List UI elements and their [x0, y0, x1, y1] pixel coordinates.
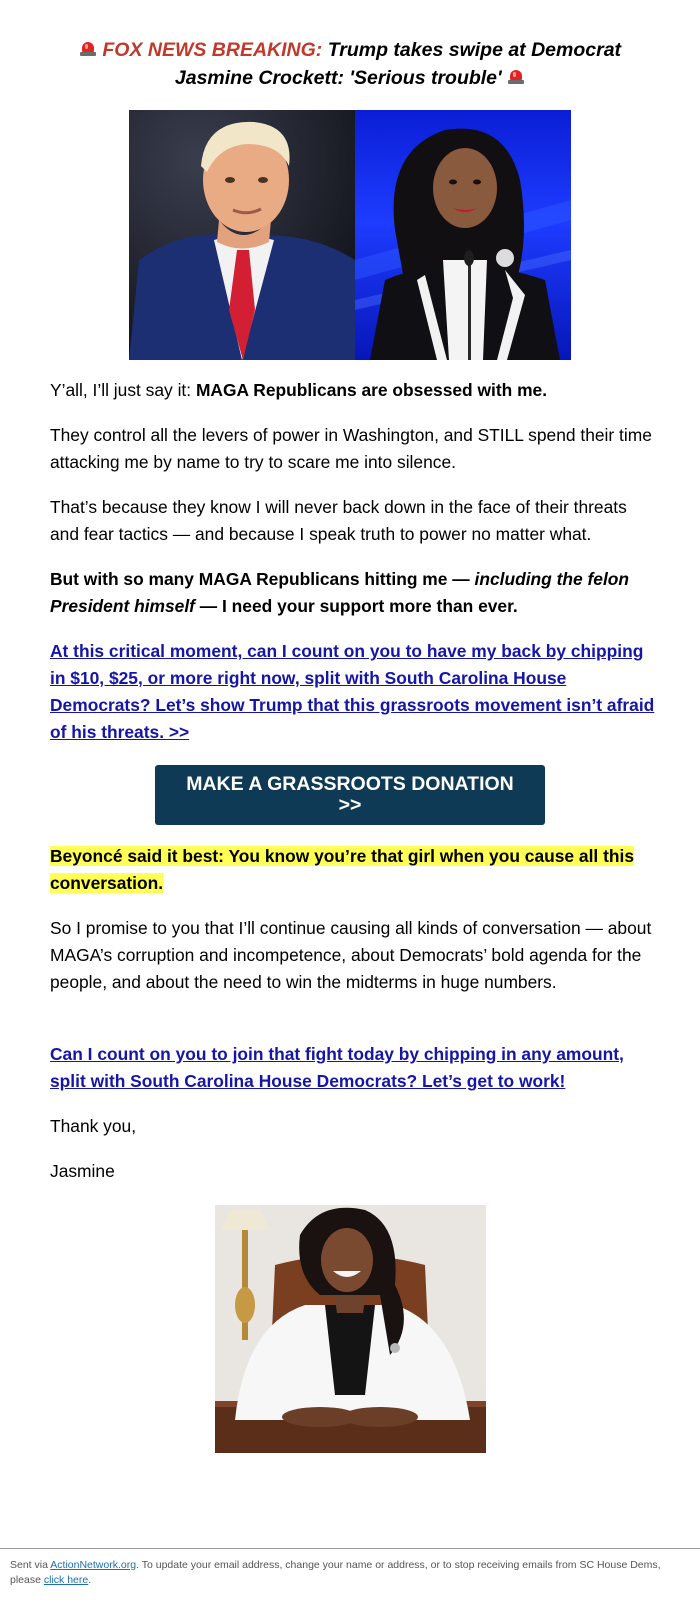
email-headline — [60, 36, 640, 92]
p4-start-text: But with so many MAGA Republicans hitting me — — [50, 569, 475, 589]
body-paragraph-4 — [50, 566, 655, 620]
signature-portrait — [215, 1205, 486, 1453]
footer-middle-text: . To update your email address, change your name or address, or to stop receiving emails from SC House Dems, please — [10, 1559, 661, 1586]
donation-link-2[interactable]: Can I count on you to join that fight today by chipping in any amount, split with South Carolina House Democrats? Let’s get to work! — [50, 1044, 624, 1091]
footer-divider — [0, 1548, 700, 1549]
intro-text: Y’all, I’ll just say it: — [50, 380, 196, 400]
body-paragraph-2: They control all the levers of power in Washington, and STILL spend their time attacking me by name to try to scare me into silence. — [50, 425, 652, 472]
intro-paragraph — [50, 377, 655, 404]
donation-link-paragraph-2 — [50, 1041, 655, 1095]
intro-bold-text: MAGA Republicans are obsessed with me. — [195, 380, 548, 400]
unsubscribe-link[interactable]: click here — [43, 1574, 89, 1586]
email-footer — [10, 1558, 680, 1588]
headline-title-line1: Trump takes swipe at Democrat — [327, 39, 622, 61]
highlight-paragraph — [50, 843, 655, 897]
siren-icon — [507, 69, 525, 85]
headline-title-line2: Jasmine Crockett: 'Serious trouble' — [174, 67, 502, 89]
donation-link-1[interactable]: At this critical moment, can I count on you to have my back by chipping in $10, $25, or more right now, split with South Carolina House Democrats? Let’s show Trump that this grassroots movement isn’t afraid of his threats. >> — [50, 641, 655, 742]
signoff: Thank you, — [50, 1116, 137, 1136]
p4-italic-text: including the felon President himself — [50, 569, 630, 616]
actionnetwork-link[interactable]: ActionNetwork.org — [50, 1559, 137, 1571]
hero-image-right-panel — [355, 110, 571, 360]
highlighted-quote: Beyoncé said it best: You know you’re that girl when you cause all this conversation. — [50, 846, 635, 893]
breaking-label: FOX NEWS BREAKING: — [102, 39, 323, 61]
hero-image-left-panel — [129, 110, 355, 360]
hero-image — [129, 110, 571, 360]
donate-button-label: MAKE A GRASSROOTS DONATION >> — [186, 773, 514, 816]
footer-suffix: . — [88, 1574, 92, 1586]
p4-end-text: — I need your support more than ever. — [194, 596, 518, 616]
body-paragraph-5: So I promise to you that I’ll continue causing all kinds of conversation — about MAGA’s corruption and incompetence, about Democrats’ bold agenda for the people, and about the need to win the midterms in huge numbers. — [50, 918, 652, 992]
body-paragraph-3: That’s because they know I will never back down in the face of their threats and fear tactics — and because I speak truth to power no matter what. — [50, 497, 627, 544]
footer-prefix: Sent via — [10, 1559, 51, 1571]
donation-link-paragraph-1 — [50, 638, 655, 746]
signature: Jasmine — [50, 1161, 115, 1181]
donate-button[interactable] — [155, 765, 545, 825]
siren-icon — [79, 41, 97, 57]
